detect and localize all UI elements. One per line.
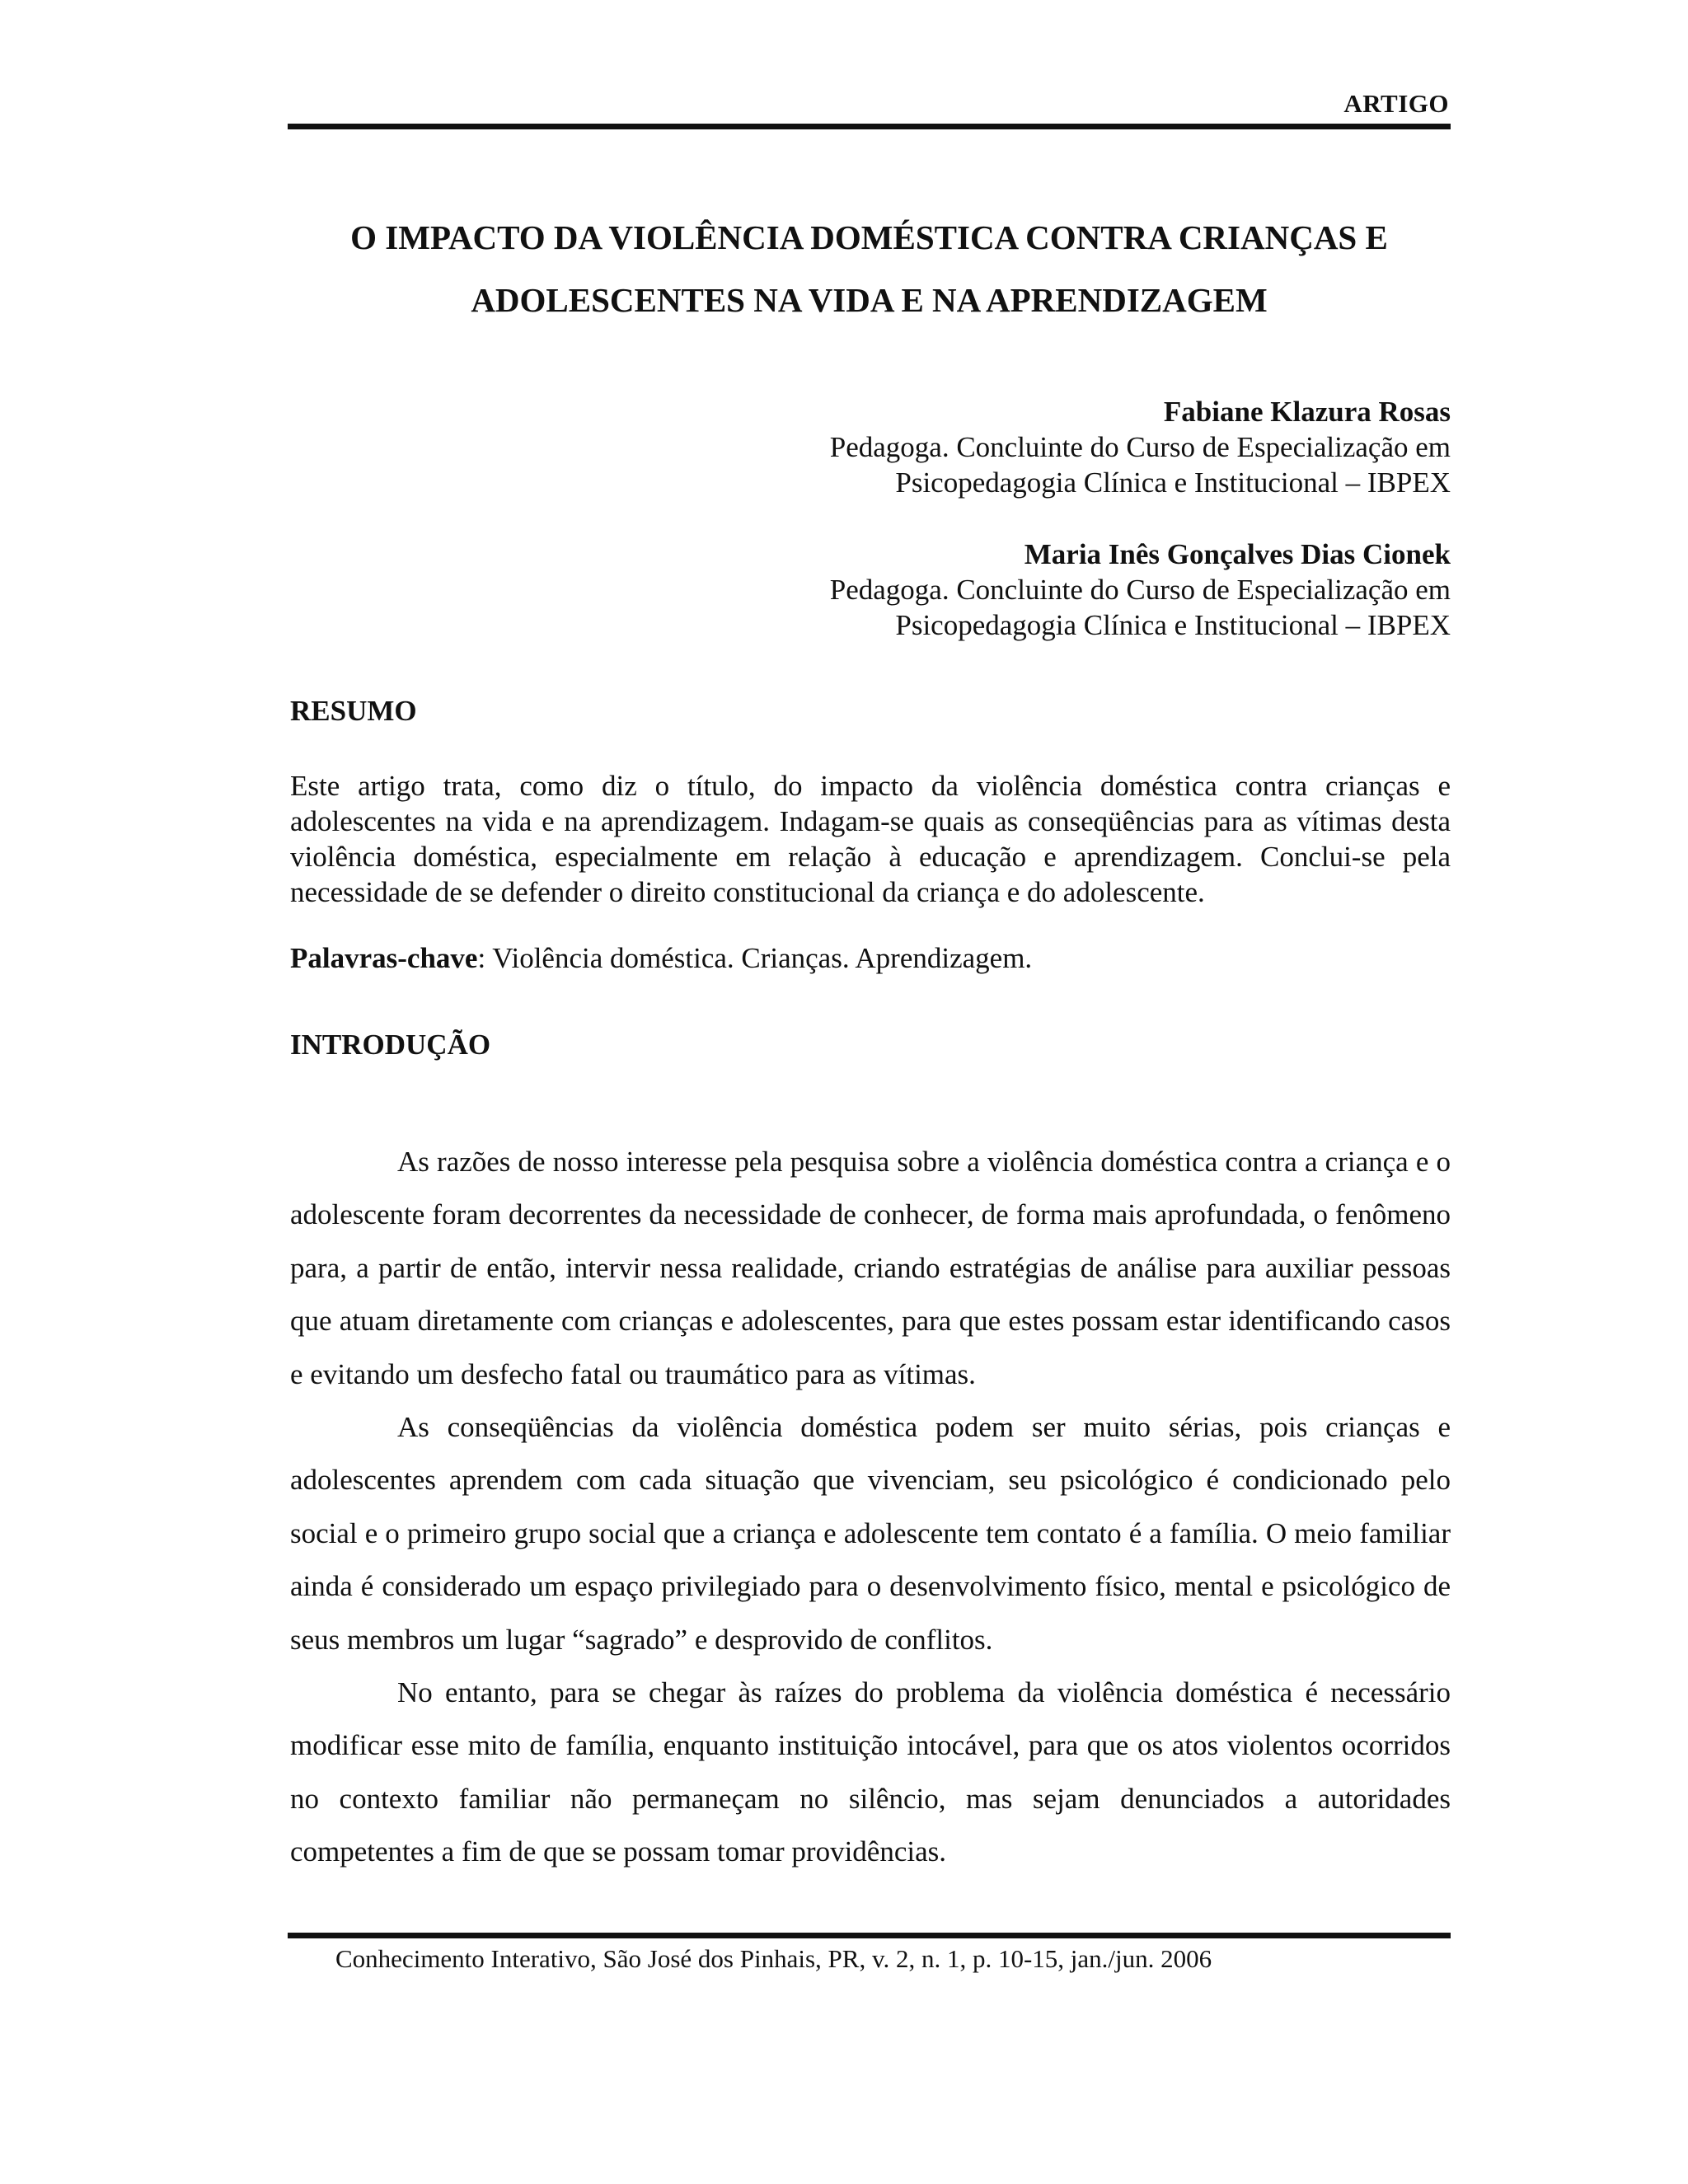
keywords-text: : Violência doméstica. Crianças. Aprendizagem. [477,942,1033,974]
keywords-label: Palavras-chave [290,942,478,974]
title-line-1: O IMPACTO DA VIOLÊNCIA DOMÉSTICA CONTRA CRIANÇAS E [350,218,1388,256]
title-line-2: ADOLESCENTES NA VIDA E NA APRENDIZAGEM [471,281,1268,319]
footer-rule [288,1933,1451,1938]
body-paragraph: As razões de nosso interesse pela pesquisa sobre a violência doméstica contra a criança e o adolescente foram decorrentes da necessidade de conhecer, de forma mais aprofundada, o fenômeno para, a partir de então, intervir nessa realidade, criando estratégias de análise para auxiliar pessoas que atuam diretamente com crianças e adolescentes, para que estes possam estar identificando casos e evitando um desfecho fatal ou traumático para as vítimas. [290,1146,1451,1390]
header-rule [288,124,1451,129]
abstract-heading: RESUMO [290,695,417,727]
author-affiliation-line-2: Psicopedagogia Clínica e Institucional – IBPEX [895,609,1451,641]
body-paragraph: As conseqüências da violência doméstica podem ser muito sérias, pois crianças e adolescentes aprendem com cada situação que vivenciam, seu psicológico é condicionado pelo social e o primeiro grupo social que a criança e adolescente tem contato é a família. O meio familiar ainda é considerado um espaço privilegiado para o desenvolvimento físico, mental e psicológico de seus membros um lugar “sagrado” e desprovido de conflitos. [290,1411,1451,1656]
author-name: Maria Inês Gonçalves Dias Cionek [1024,538,1451,570]
introduction-heading: INTRODUÇÃO [290,1029,491,1061]
author-affiliation-line-1: Pedagoga. Concluinte do Curso de Especialização em [829,574,1451,606]
footer-citation: Conhecimento Interativo, São José dos Pinhais, PR, v. 2, n. 1, p. 10-15, jan./jun. 2006 [335,1944,1212,1973]
author-block-2 [830,537,1451,643]
section-label: ARTIGO [1343,89,1449,118]
author-block-1 [830,394,1451,500]
article-title [288,206,1451,331]
body-paragraph: No entanto, para se chegar às raízes do problema da violência doméstica é necessário modificar esse mito de família, enquanto instituição intocável, para que os atos violentos ocorridos no contexto familiar não permaneçam no silêncio, mas sejam denunciados a autoridades competentes a fim de que se possam tomar providências. [290,1676,1451,1868]
keywords [290,942,1032,975]
author-affiliation-line-2: Psicopedagogia Clínica e Institucional – IBPEX [895,466,1451,499]
author-affiliation-line-1: Pedagoga. Concluinte do Curso de Especialização em [829,431,1451,463]
author-name: Fabiane Klazura Rosas [1163,396,1451,428]
introduction-body [290,1136,1451,1879]
abstract-text: Este artigo trata, como diz o título, do impacto da violência doméstica contra crianças e adolescentes na vida e na aprendizagem. Indagam-se quais as conseqüências para as vítimas desta violência doméstica, especialmente em relação à educação e aprendizagem. Conclui-se pela necessidade de se defender o direito constitucional da criança e do adolescente. [290,770,1451,908]
